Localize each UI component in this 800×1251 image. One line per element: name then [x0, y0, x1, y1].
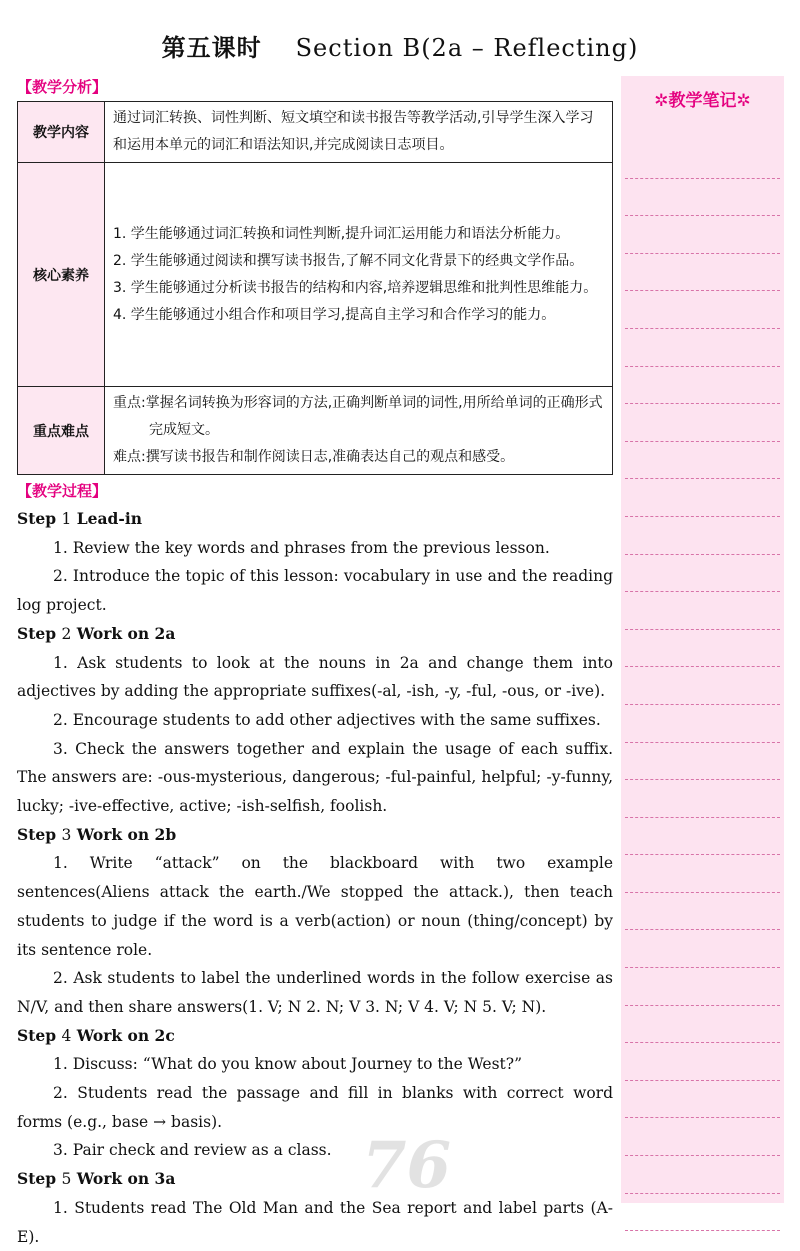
step-heading: Step 2 Work on 2a: [17, 623, 176, 643]
step-paragraph: 3. Check the answers together and explain the usage of each suffix. The answers are: -ous-mysterious, dangerous; -ful-painful, helpful; -y-funny, lucky; -ive-effective, active; -ish-selfish, foolish.: [17, 739, 613, 816]
note-line: [625, 1043, 780, 1081]
row-line: 3. 学生能够通过分析读书报告的结构和内容,培养逻辑思维和批判性思维能力。: [113, 279, 598, 296]
step-heading: Step 3 Work on 2b: [17, 824, 177, 844]
step-paragraph: 2. Encourage students to add other adjectives with the same suffixes.: [53, 710, 601, 729]
note-line: [625, 1081, 780, 1119]
step-paragraph: 3. Pair check and review as a class.: [53, 1141, 332, 1160]
note-line: [625, 517, 780, 555]
step-heading: Step 5 Work on 3a: [17, 1169, 176, 1189]
note-line: [625, 216, 780, 254]
note-line: [625, 893, 780, 931]
step-paragraph: 2. Students read the passage and fill in blanks with correct word forms (e.g., base → basis).: [17, 1084, 613, 1131]
teaching-notes-panel: [621, 76, 784, 1203]
note-line: [625, 743, 780, 781]
process-label: 【教学过程】: [17, 482, 108, 500]
step-heading: Step 4 Work on 2c: [17, 1025, 175, 1045]
section-title: Section B(2a – Reflecting): [295, 34, 639, 62]
notes-title: ✲教学笔记✲: [654, 91, 751, 111]
row-head: 重点难点: [18, 387, 105, 475]
note-line: [625, 329, 780, 367]
teaching-process: [17, 505, 613, 1251]
row-line: 2. 学生能够通过阅读和撰写读书报告,了解不同文化背景下的经典文学作品。: [113, 252, 584, 269]
table-row: [18, 102, 613, 163]
analysis-label: 【教学分析】: [17, 78, 108, 96]
note-line: [625, 818, 780, 856]
note-line: [625, 930, 780, 968]
step-paragraph: 1. Discuss: “What do you know about Journey to the West?”: [53, 1055, 522, 1074]
analysis-table: [17, 101, 613, 475]
row-line: 难点:撰写读书报告和制作阅读日志,准确表达自己的观点和感受。: [113, 449, 515, 465]
note-line: [625, 855, 780, 893]
step-paragraph: 1. Write “attack” on the blackboard with two example sentences(Aliens attack the earth./We stopped the attack.), then teach students to judge if the word is a verb(action) or noun (thing/concept) by its sentence role.: [17, 854, 613, 959]
note-line: [625, 1006, 780, 1044]
note-line: [625, 705, 780, 743]
step-paragraph: 1. Ask students to look at the nouns in 2a and change them into adjectives by adding the appropriate suffixes(-al, -ish, -y, -ful, -ous, or -ive).: [17, 653, 613, 701]
note-line: [625, 667, 780, 705]
row-head: 教学内容: [18, 102, 105, 163]
note-line: [625, 1118, 780, 1156]
note-line: [625, 141, 780, 179]
row-line: 重点:掌握名词转换为形容词的方法,正确判断单词的词性,用所给单词的正确形式完成短文。: [113, 395, 603, 438]
row-body: [105, 387, 613, 475]
note-line: [625, 630, 780, 668]
note-line: [625, 404, 780, 442]
step-heading: Step 1 Lead-in: [17, 509, 142, 528]
note-line: [625, 291, 780, 329]
note-line: [625, 254, 780, 292]
note-line: [625, 592, 780, 630]
notes-ruled-lines: [625, 141, 780, 1203]
row-body: [105, 102, 613, 163]
note-line: [625, 780, 780, 818]
note-line: [625, 1156, 780, 1194]
step-paragraph: 2. Introduce the topic of this lesson: vocabulary in use and the reading log project.: [17, 567, 613, 615]
step-paragraph: 1. Students read The Old Man and the Sea report and label parts (A-E).: [17, 1198, 613, 1246]
row-line: 4. 学生能够通过小组合作和项目学习,提高自主学习和合作学习的能力。: [113, 306, 556, 323]
note-line: [625, 1194, 780, 1232]
note-line: [625, 442, 780, 480]
row-line: 通过词汇转换、词性判断、短文填空和读书报告等教学活动,引导学生深入学习和运用本单元的词汇和语法知识,并完成阅读日志项目。: [113, 110, 594, 153]
note-line: [625, 367, 780, 405]
table-row: [18, 387, 613, 475]
row-line: 1. 学生能够通过词汇转换和词性判断,提升词汇运用能力和语法分析能力。: [113, 225, 570, 242]
row-head: 核心素养: [18, 163, 105, 387]
note-line: [625, 179, 780, 217]
note-line: [625, 968, 780, 1006]
row-body: [105, 163, 613, 387]
lesson-number: 第五课时: [161, 34, 262, 62]
page-number: 76: [362, 1128, 452, 1203]
page-title: [0, 28, 800, 63]
step-paragraph: 2. Ask students to label the underlined words in the follow exercise as N/V, and then share answers(1. V; N 2. N; V 3. N; V 4. V; N 5. V; N).: [17, 969, 613, 1016]
note-line: [625, 479, 780, 517]
step-paragraph: 1. Review the key words and phrases from the previous lesson.: [53, 538, 550, 557]
note-line: [625, 555, 780, 593]
table-row: [18, 163, 613, 387]
